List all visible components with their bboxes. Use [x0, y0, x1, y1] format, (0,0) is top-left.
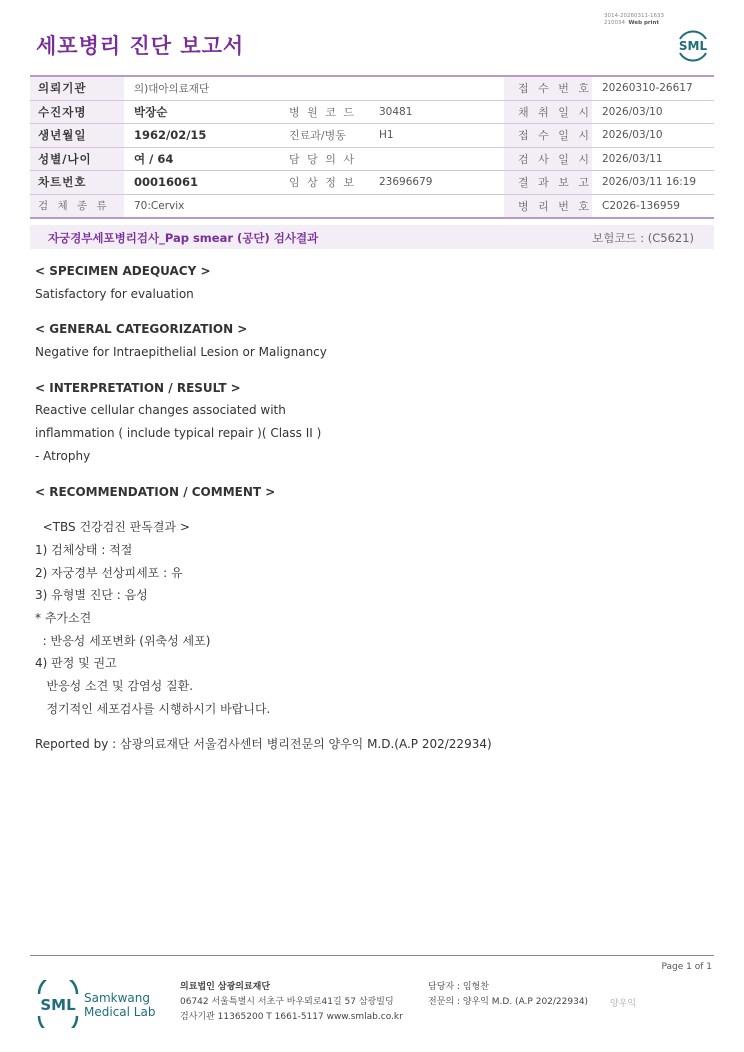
- comment-line: 정기적인 세포검사를 시행하시기 바랍니다.: [35, 701, 271, 716]
- footer-logo-sml: SML: [40, 996, 76, 1014]
- staff-specialist: 전문의 : 양우익 M.D. (A.P 202/22934): [428, 997, 589, 1007]
- value-test-date: 2026/03/11: [592, 147, 714, 171]
- value-chart-no: 00016061: [124, 171, 279, 195]
- value-requesting-org: 의)대아의료재단: [124, 76, 504, 100]
- signature: 양우익: [610, 999, 637, 1009]
- label-sex-age: 성별/나이: [30, 147, 124, 171]
- reported-by: Reported by : 삼광의료재단 서울검사센터 병리전문의 양우익 M.D.(A.P 202/22934): [35, 737, 492, 752]
- label-accession-no: 접 수 번 호: [504, 76, 592, 100]
- label-test-date: 검 사 일 시: [504, 147, 592, 171]
- label-clinical-info: 임 상 정 보: [279, 171, 369, 195]
- footer-logo-line2: Medical Lab: [84, 1005, 156, 1019]
- label-collection-date: 채 취 일 시: [504, 100, 592, 124]
- page-number: Page 1 of 1: [661, 962, 712, 972]
- table-row: [30, 100, 714, 124]
- table-row: [30, 147, 714, 171]
- sml-logo-text: SML: [678, 39, 708, 53]
- test-name: 자궁경부세포병리검사_Pap smear (공단) 검사결과: [48, 231, 319, 245]
- footer-divider: [30, 955, 714, 956]
- table-row: [30, 76, 714, 100]
- web-print-label: Web print: [628, 20, 660, 26]
- result-body: [35, 260, 695, 756]
- comment-line: * 추가소견: [35, 610, 92, 625]
- label-requesting-org: 의뢰기관: [30, 76, 124, 100]
- value-report-date: 2026/03/11 16:19: [592, 171, 714, 195]
- interpretation-line: Reactive cellular changes associated with: [35, 403, 286, 418]
- value-collection-date: 2026/03/10: [592, 100, 714, 124]
- comment-line: 3) 유형별 진단 : 음성: [35, 588, 148, 603]
- print-id-line2: 210034: [604, 20, 625, 26]
- comment-line: 반응성 소견 및 감염성 질환.: [35, 679, 194, 693]
- value-physician: [369, 147, 504, 171]
- label-hospital-code: 병 원 코 드: [279, 100, 369, 124]
- organization-contact: 검사기관 11365200 T 1661-5117 www.smlab.co.kr: [180, 1012, 403, 1022]
- print-id: [604, 13, 664, 27]
- value-hospital-code: 30481: [369, 100, 504, 124]
- label-patient-name: 수진자명: [30, 100, 124, 124]
- label-specimen-type: 검 체 종 류: [30, 194, 124, 218]
- organization-name: 의료법인 삼광의료재단: [180, 982, 271, 992]
- table-row: [30, 194, 714, 218]
- value-clinical-info: 23696679: [369, 171, 504, 195]
- value-birth-date: 1962/02/15: [124, 124, 279, 148]
- organization-info: [180, 980, 403, 1025]
- value-patient-name: 박장순: [124, 100, 279, 124]
- comment-line: 1) 검체상태 : 적절: [35, 542, 133, 557]
- label-physician: 담 당 의 사: [279, 147, 369, 171]
- organization-address: 06742 서울특별시 서초구 바우뫼로41길 57 삼광빌딩: [180, 997, 394, 1007]
- label-receipt-date: 접 수 일 시: [504, 124, 592, 148]
- label-pathology-no: 병 리 번 호: [504, 194, 592, 218]
- general-categorization-text: Negative for Intraepithelial Lesion or Malignancy: [35, 345, 327, 360]
- report-title: 세포병리 진단 보고서: [36, 34, 245, 58]
- comment-line: 4) 판정 및 권고: [35, 656, 117, 671]
- section-heading-recommendation: < RECOMMENDATION / COMMENT >: [35, 484, 276, 499]
- label-report-date: 결 과 보 고: [504, 171, 592, 195]
- value-sex-age: 여 / 64: [124, 147, 279, 171]
- comment-line: <TBS 건강검진 판독결과 >: [35, 520, 190, 535]
- samkwang-logo-icon: [36, 980, 166, 1028]
- print-id-line1: 3014-20260311-1633: [604, 13, 664, 19]
- staff-info: [428, 980, 588, 1010]
- value-department: H1: [369, 124, 504, 148]
- insurance-code: 보험코드 : (C5621): [592, 231, 694, 245]
- interpretation-line: - Atrophy: [35, 448, 91, 463]
- patient-info-table: [30, 75, 714, 219]
- value-accession-no: 20260310-26617: [592, 76, 714, 100]
- label-department: 진료과/병동: [279, 124, 369, 148]
- table-row: [30, 171, 714, 195]
- label-birth-date: 생년월일: [30, 124, 124, 148]
- section-heading-specimen-adequacy: < SPECIMEN ADEQUACY >: [35, 264, 211, 278]
- specimen-adequacy-text: Satisfactory for evaluation: [35, 286, 194, 301]
- footer-logo-line1: Samkwang: [84, 991, 150, 1005]
- table-row: [30, 124, 714, 148]
- staff-in-charge: 담당자 : 임형찬: [428, 982, 489, 992]
- value-receipt-date: 2026/03/10: [592, 124, 714, 148]
- comment-line: 2) 자궁경부 선상피세포 : 유: [35, 565, 183, 580]
- sml-logo-icon: [674, 26, 712, 64]
- section-heading-general-categorization: < GENERAL CATEGORIZATION >: [35, 322, 248, 337]
- value-pathology-no: C2026-136959: [592, 194, 714, 218]
- comment-line: : 반응성 세포변화 (위축성 세포): [35, 633, 211, 648]
- label-chart-no: 차트번호: [30, 171, 124, 195]
- value-specimen-type: 70:Cervix: [124, 194, 504, 218]
- section-heading-interpretation: < INTERPRETATION / RESULT >: [35, 380, 241, 395]
- interpretation-line: inflammation ( include typical repair )( Class II ): [35, 426, 322, 441]
